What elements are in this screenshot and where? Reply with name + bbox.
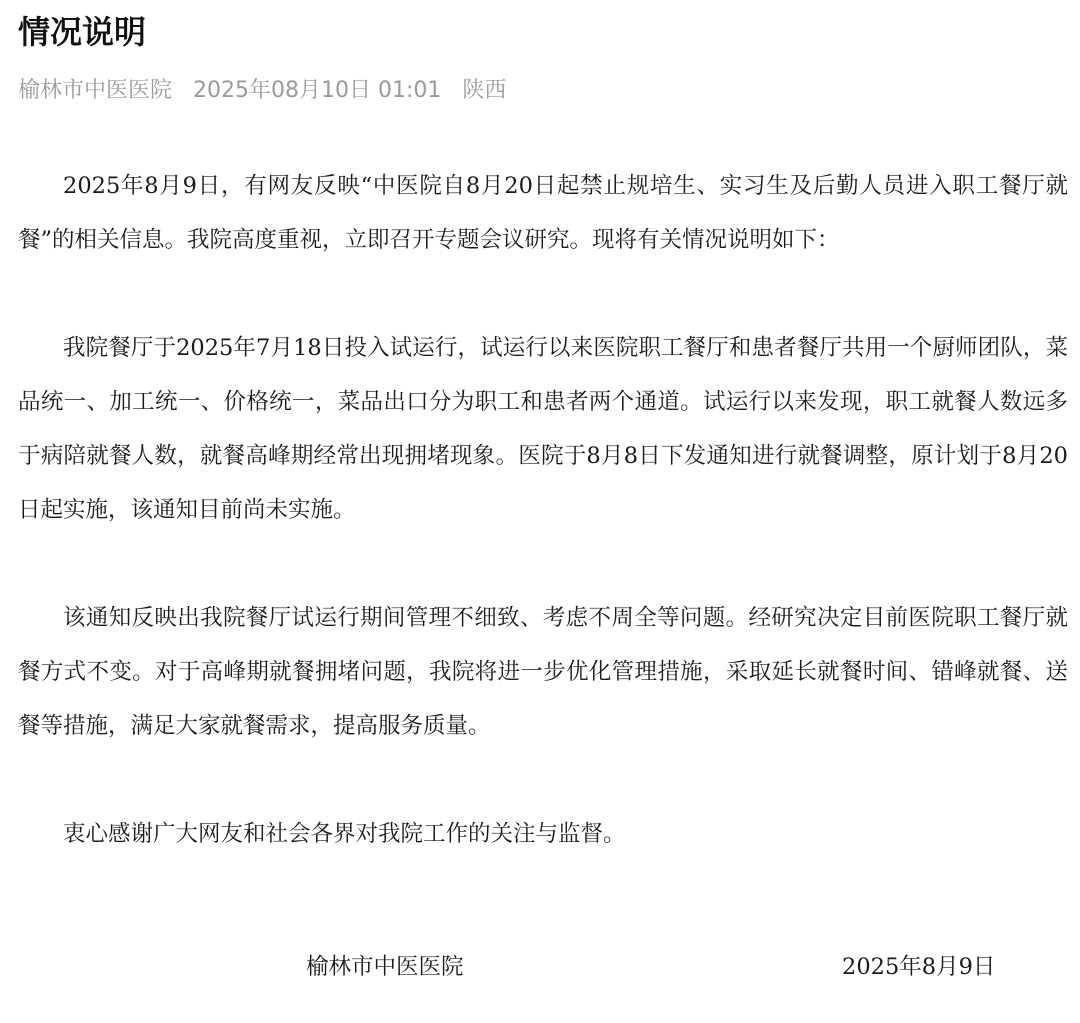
publish-location: 陕西: [462, 78, 507, 103]
paragraph-background: 我院餐厅于2025年7月18日投入试运行，试运行以来医院职工餐厅和患者餐厅共用一个厨师团队，菜品统一、加工统一、价格统一，菜品出口分为职工和患者两个通道。试运行以来发现，职工就餐人数远多于病陪就餐人数，就餐高峰期经常出现拥堵现象。医院于8月8日下发通知进行就餐调整，原计划于8月20日起实施，该通知目前尚未实施。: [18, 335, 1068, 523]
paragraph-thanks: 衷心感谢广大网友和社会各界对我院工作的关注与监督。: [63, 821, 626, 847]
article-meta: [18, 74, 520, 108]
source-name[interactable]: 榆林市中医医院: [18, 78, 173, 103]
paragraph-intro: 2025年8月9日，有网友反映“中医院自8月20日起禁止规培生、实习生及后勤人员进入职工餐厅就餐”的相关信息。我院高度重视，立即召开专题会议研究。现将有关情况说明如下：: [18, 173, 1068, 253]
publish-datetime: 2025年08月10日 01:01: [193, 78, 442, 103]
paragraph-decision: 该通知反映出我院餐厅试运行期间管理不细致、考虑不周全等问题。经研究决定目前医院职工餐厅就餐方式不变。对于高峰期就餐拥堵问题，我院将进一步优化管理措施，采取延长就餐时间、错峰就餐、送餐等措施，满足大家就餐需求，提高服务质量。: [18, 605, 1068, 739]
signature-date: 2025年8月9日: [842, 954, 996, 980]
signature-organization: 榆林市中医医院: [306, 954, 464, 980]
page-title: 情况说明: [18, 13, 147, 51]
article-body: [18, 159, 1068, 861]
